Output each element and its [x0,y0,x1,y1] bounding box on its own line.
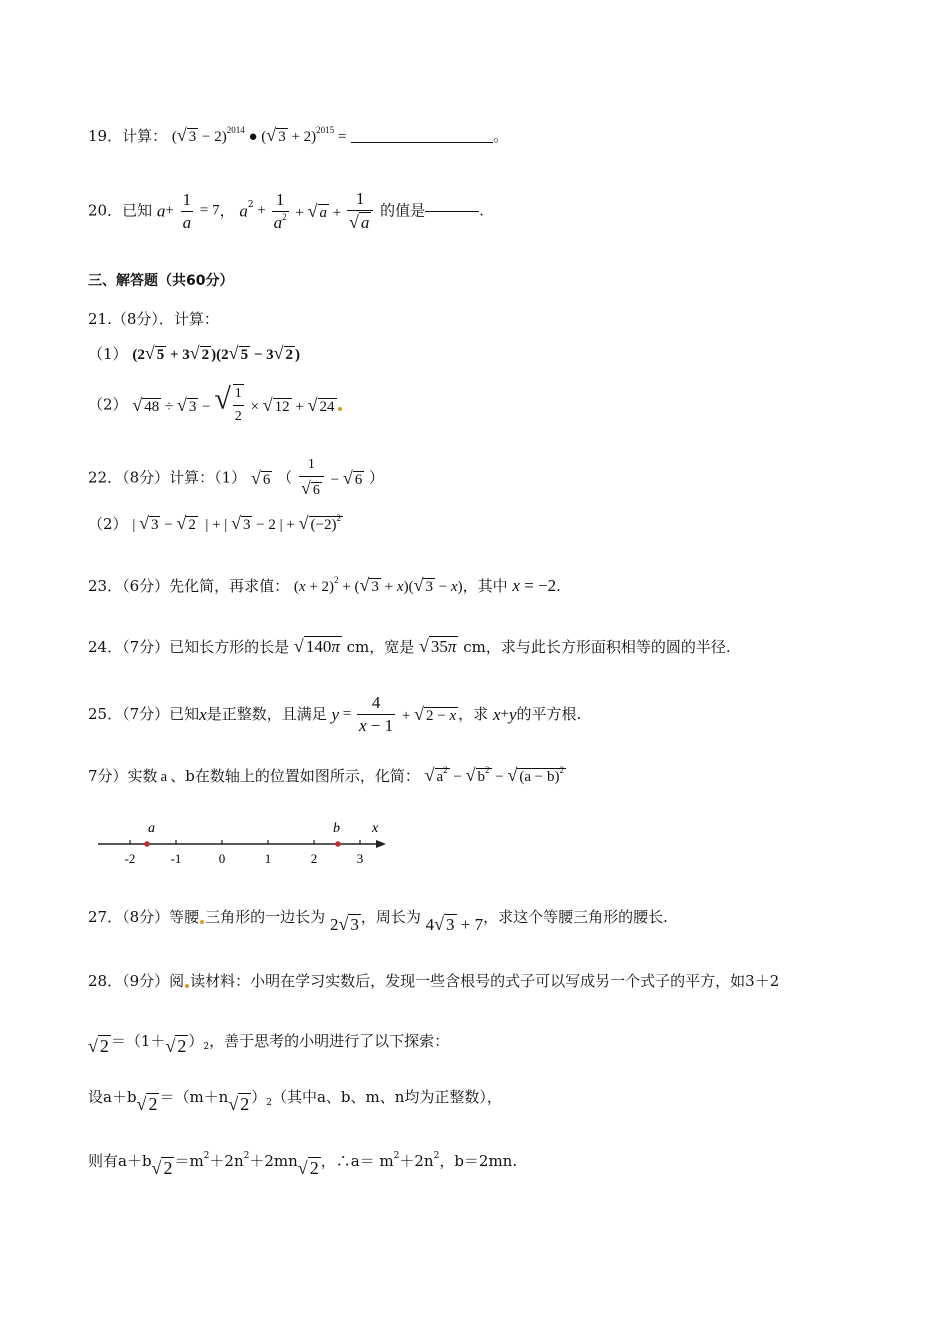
question-19: 19．计算： (√ 3 − 2)$^{2014}$ ● (√ 3 + 2)$^{2015}$ = 。 [88,125,509,145]
section-heading: 三、解答题（共60分） [88,273,234,289]
tick-label: 0 [218,851,226,866]
question-20: 20．已知 a+ $\frac{1}{a}$ = 7， $a^2$ + $\frac{1}{a^2}$ + √ a + $\frac{1}{√ a}$ 的值是 . [88,189,484,232]
point-a [144,841,150,847]
tick-label: -1 [170,851,182,866]
q22-part2: （2） | √ 3 − √ 2 | + | √ 3 − 2 | + √ $(-2)^2$ [88,513,341,533]
q21-part1: （1） (2√ 5 + 3√ 2 )(2√ 5 − 3√ 2 ) [88,343,301,363]
tick-label: 2 [310,851,318,866]
label-a: a [148,821,155,836]
question-25: 25．（7分）已知x是正整数，且满足 y = $\frac{4}{x - 1}$ + √ 2 − x ，求 x+y的平方根. [88,693,582,735]
question-23: 23．（6分）先化简，再求值： $(x + 2)^2$ + (√ 3 + x)(√ 3 − x)，其中 x = −2. [88,575,561,595]
tick-label: 3 [356,851,364,866]
number-line [92,818,392,870]
q19-expression: (√ 3 − 2)$^{2014}$ ● (√ 3 + 2)$^{2015}$ = [171,125,347,145]
question-28-line4: 则有a＋b√ $2 =m^2+2n^2+2mn√$ 2 ，∴a＝ $m^2+2n^2$，b＝2mn. [88,1151,518,1178]
tick-label: 1 [264,851,272,866]
question-27: 27．（8分）等腰 三角形的一边长为 2√ 3 ，周长为 4√ 3 + 7，求这个等腰三角形的腰长. [88,908,668,934]
answer-blank[interactable] [425,211,479,212]
label-b: b [333,821,340,836]
question-22: 22．（8分）计算：（1） √ 6 （ $\frac{1}{√ 6}$ − √ 6 ） [88,457,385,498]
q21-part2: （2） √ 48 ÷ √ 3 − √ $\frac{1}{2}$ × √ 12 + √ 24 [88,384,343,426]
answer-blank[interactable] [351,142,493,143]
question-28-line3: 设a＋b√ 2 ＝（m＋n√ 2 ）$_2$（其中a、b、m、n均为正整数）， [88,1088,502,1114]
axis-arrow-icon [376,840,386,848]
label-x: x [372,821,379,836]
question-26: 7分）实数 a 、b在数轴上的位置如图所示，化简： √ $a^2$ − √ $b^2$ − √ $(a - b)^2$ [88,765,564,785]
question-21: 21.（8分）．计算： [88,310,219,328]
question-28-line2: √ 2 ＝（1＋√ 2 ）$_2$，善于思考的小明进行了以下探索： [88,1032,450,1056]
question-24: 24．（7分）已知长方形的长是 √ 140π cm，宽是 √ 35π cm，求与此长方形面积相等的圆的半径. [88,636,731,656]
question-28-line1: 28．（9分）阅 读材料：小明在学习实数后，发现一些含根号的式子可以写成另一个式子的平方，如3＋2 [88,972,780,990]
tick-label: -2 [124,851,136,866]
fraction: $\frac{1}{a}$ [182,189,192,232]
q19-label: 19．计算： [88,127,168,145]
point-b [335,841,341,847]
